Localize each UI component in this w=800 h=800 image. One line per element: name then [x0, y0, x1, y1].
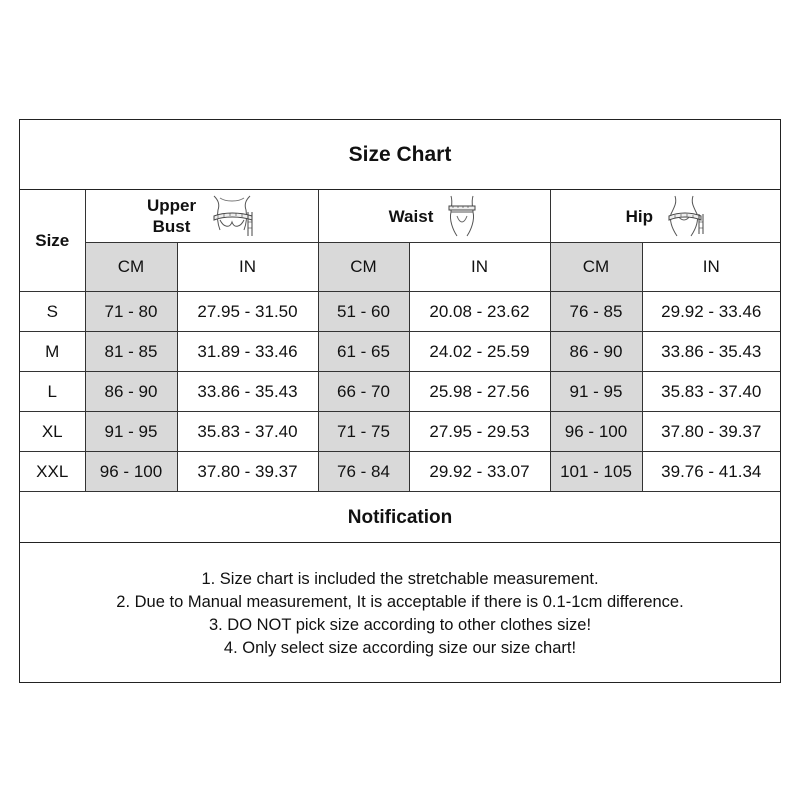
waist-cm-cell: 61 - 65 [318, 332, 409, 372]
waist-cm-cell: 76 - 84 [318, 452, 409, 492]
hip-in-cell: 29.92 - 33.46 [642, 292, 780, 332]
size-cell: M [20, 332, 85, 372]
waist-in-cell: 29.92 - 33.07 [409, 452, 550, 492]
table-row [20, 452, 780, 492]
size-table [20, 190, 780, 492]
notification-line: 1. Size chart is included the stretchable measurement. [201, 570, 599, 588]
bust-in-cell: 35.83 - 37.40 [177, 412, 318, 452]
bust-in-cell: 37.80 - 39.37 [177, 452, 318, 492]
hip-cm-cell: 96 - 100 [550, 412, 642, 452]
notification-line: 2. Due to Manual measurement, It is acceptable if there is 0.1-1cm difference. [116, 593, 684, 611]
upper-bust-label-2: Bust [152, 217, 191, 236]
waist-header [318, 190, 550, 243]
waist-in-cell: 25.98 - 27.56 [409, 372, 550, 412]
bust-in-cell: 27.95 - 31.50 [177, 292, 318, 332]
waist-cm-cell: 71 - 75 [318, 412, 409, 452]
bust-cm-cell: 96 - 100 [85, 452, 177, 492]
hip-in-cell: 33.86 - 35.43 [642, 332, 780, 372]
bust-in-cell: 31.89 - 33.46 [177, 332, 318, 372]
unit-cm: CM [85, 243, 177, 292]
table-row [20, 372, 780, 412]
table-row [20, 332, 780, 372]
size-cell: L [20, 372, 85, 412]
size-cell: XL [20, 412, 85, 452]
waist-cm-cell: 66 - 70 [318, 372, 409, 412]
unit-in: IN [642, 243, 780, 292]
unit-cm: CM [318, 243, 409, 292]
bust-in-cell: 33.86 - 35.43 [177, 372, 318, 412]
bust-cm-cell: 71 - 80 [85, 292, 177, 332]
waist-label: Waist [388, 206, 434, 226]
upper-bust-label-1: Upper [146, 196, 197, 215]
table-row [20, 412, 780, 452]
hip-label: Hip [625, 206, 653, 226]
waist-in-cell: 24.02 - 25.59 [409, 332, 550, 372]
notification-title: Notification [20, 493, 780, 543]
bust-cm-cell: 86 - 90 [85, 372, 177, 412]
unit-in: IN [177, 243, 318, 292]
chart-title: Size Chart [20, 120, 780, 190]
waist-in-cell: 20.08 - 23.62 [409, 292, 550, 332]
waist-in-cell: 27.95 - 29.53 [409, 412, 550, 452]
size-chart [19, 119, 781, 683]
size-header: Size [20, 190, 85, 292]
bust-cm-cell: 81 - 85 [85, 332, 177, 372]
hip-in-cell: 35.83 - 37.40 [642, 372, 780, 412]
hip-cm-cell: 76 - 85 [550, 292, 642, 332]
hip-in-cell: 37.80 - 39.37 [642, 412, 780, 452]
unit-in: IN [409, 243, 550, 292]
notification-body [20, 568, 780, 660]
upper-bust-figure-icon [208, 192, 256, 240]
size-cell: S [20, 292, 85, 332]
table-row [20, 292, 780, 332]
notification-line: 3. DO NOT pick size according to other clothes size! [208, 616, 592, 634]
notification-line: 4. Only select size according size our size chart! [223, 639, 577, 657]
waist-figure-icon [445, 194, 479, 238]
upper-bust-header [85, 190, 318, 243]
hip-header [550, 190, 780, 243]
hip-in-cell: 39.76 - 41.34 [642, 452, 780, 492]
hip-cm-cell: 101 - 105 [550, 452, 642, 492]
hip-cm-cell: 86 - 90 [550, 332, 642, 372]
bust-cm-cell: 91 - 95 [85, 412, 177, 452]
waist-cm-cell: 51 - 60 [318, 292, 409, 332]
hip-figure-icon [665, 194, 705, 238]
unit-cm: CM [550, 243, 642, 292]
size-cell: XXL [20, 452, 85, 492]
hip-cm-cell: 91 - 95 [550, 372, 642, 412]
